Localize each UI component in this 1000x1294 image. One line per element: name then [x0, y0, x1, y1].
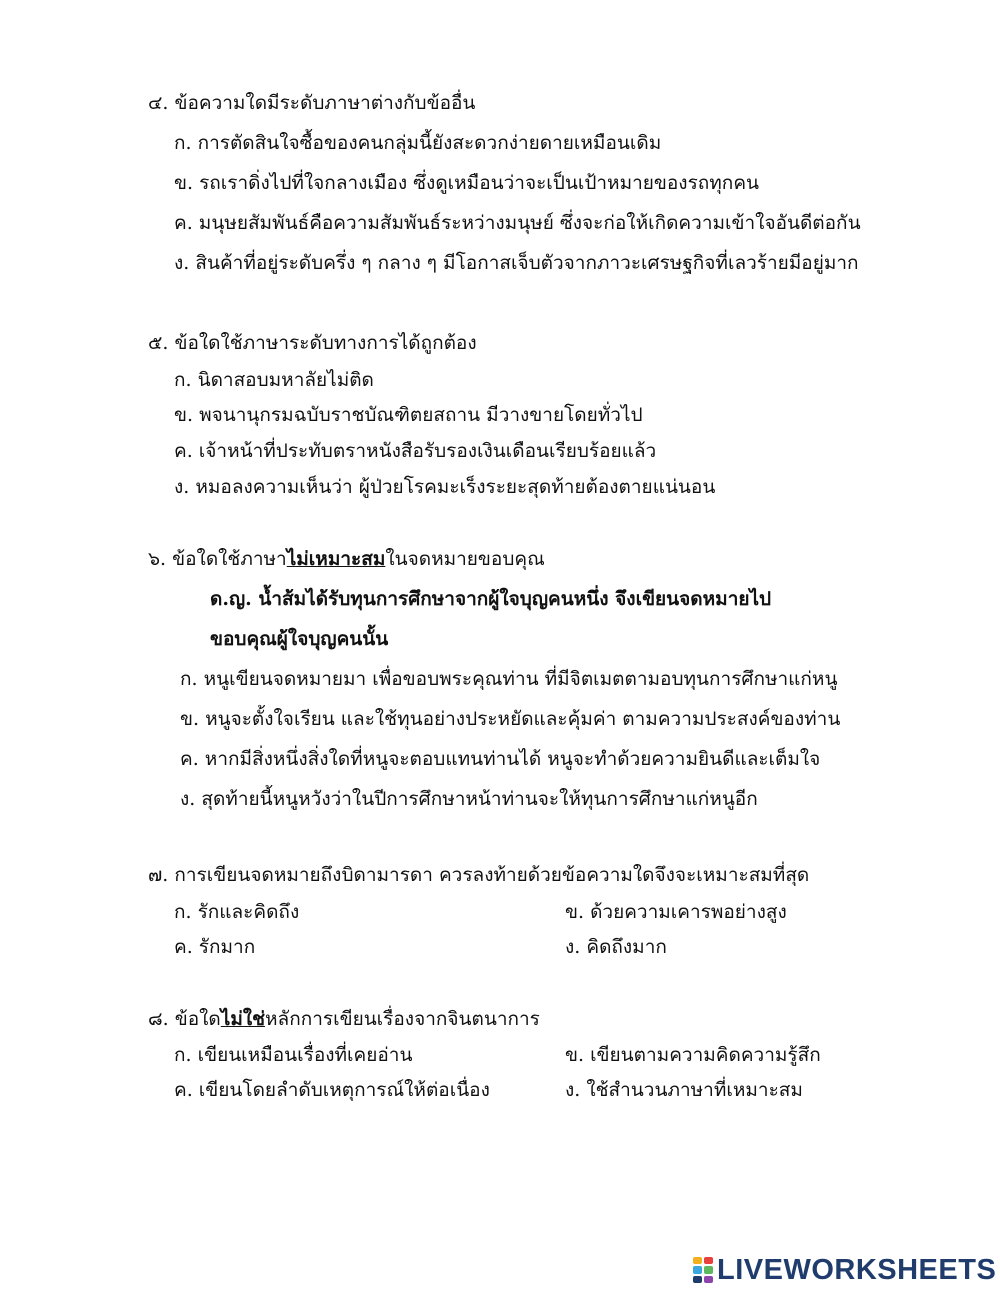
question-4-option-b: ข. รถเราดิ่งไปที่ใจกลางเมือง ซึ่งดูเหมือนว่าจะเป็นเป้าหมายของรถทุกคน	[174, 172, 760, 194]
question-4-option-a: ก. การตัดสินใจซื้อของคนกลุ่มนี้ยังสะดวกง่ายดายเหมือนเดิม	[174, 132, 662, 154]
question-5-option-d: ง. หมอลงความเห็นว่า ผู้ป่วยโรคมะเร็งระยะสุดท้ายต้องตายแน่นอน	[174, 476, 716, 498]
question-6-stem-emphasis: ไม่เหมาะสม	[286, 548, 386, 570]
question-6-option-d: ง. สุดท้ายนี้หนูหวังว่าในปีการศึกษาหน้าท่านจะให้ทุนการศึกษาแก่หนูอีก	[180, 788, 758, 810]
question-8-stem-suffix: หลักการเขียนเรื่องจากจินตนาการ	[265, 1008, 540, 1030]
question-5-option-b: ข. พจนานุกรมฉบับราชบัณฑิตยสถาน มีวางขายโดยทั่วไป	[174, 404, 643, 426]
question-8-option-b: ข. เขียนตามความคิดความรู้สึก	[565, 1044, 821, 1066]
question-6-stem	[148, 546, 545, 572]
question-7-stem: ๗. การเขียนจดหมายถึงบิดามารดา ควรลงท้ายด้วยข้อความใดจึงจะเหมาะสมที่สุด	[148, 864, 810, 886]
question-8-stem-prefix: ๘. ข้อใด	[148, 1008, 221, 1030]
liveworksheets-logo-icon	[693, 1257, 713, 1283]
question-4-option-c: ค. มนุษยสัมพันธ์คือความสัมพันธ์ระหว่างมนุษย์ ซึ่งจะก่อให้เกิดความเข้าใจอันดีต่อกัน	[174, 212, 861, 234]
question-6-stem-suffix: ในจดหมายขอบคุณ	[385, 548, 545, 570]
question-4-stem: ๔. ข้อความใดมีระดับภาษาต่างกับข้ออื่น	[148, 92, 476, 114]
question-6-passage-line-2: ขอบคุณผู้ใจบุญคนนั้น	[210, 628, 389, 650]
question-6-passage-line-1: ด.ญ. น้ำส้มได้รับทุนการศึกษาจากผู้ใจบุญคนหนึ่ง จึงเขียนจดหมายไป	[210, 588, 772, 610]
question-8-option-c: ค. เขียนโดยลำดับเหตุการณ์ให้ต่อเนื่อง	[174, 1079, 490, 1101]
liveworksheets-logo[interactable]	[693, 1255, 996, 1285]
question-7-option-b: ข. ด้วยความเคารพอย่างสูง	[565, 901, 787, 923]
question-6-stem-prefix: ๖. ข้อใดใช้ภาษา	[148, 548, 287, 570]
question-5-option-a: ก. นิดาสอบมหาลัยไม่ติด	[174, 369, 374, 391]
question-5-option-c: ค. เจ้าหน้าที่ประทับตราหนังสือรับรองเงินเดือนเรียบร้อยแล้ว	[174, 440, 657, 462]
question-7-option-a: ก. รักและคิดถึง	[174, 901, 300, 923]
question-6-option-c: ค. หากมีสิ่งหนึ่งสิ่งใดที่หนูจะตอบแทนท่านได้ หนูจะทำด้วยความยินดีและเต็มใจ	[180, 748, 821, 770]
liveworksheets-logo-text: LIVEWORKSHEETS	[717, 1253, 997, 1286]
question-7-option-c: ค. รักมาก	[174, 936, 256, 958]
question-7-option-d: ง. คิดถึงมาก	[565, 936, 667, 958]
question-5-stem: ๕. ข้อใดใช้ภาษาระดับทางการได้ถูกต้อง	[148, 332, 477, 354]
question-6-option-a: ก. หนูเขียนจดหมายมา เพื่อขอบพระคุณท่าน ที่มีจิตเมตตามอบทุนการศึกษาแก่หนู	[180, 668, 838, 690]
question-8-stem-emphasis: ไม่ใช่	[220, 1008, 266, 1030]
question-8-stem	[148, 1006, 540, 1032]
question-8-option-d: ง. ใช้สำนวนภาษาที่เหมาะสม	[565, 1079, 803, 1101]
question-8-option-a: ก. เขียนเหมือนเรื่องที่เคยอ่าน	[174, 1044, 413, 1066]
question-6-option-b: ข. หนูจะตั้งใจเรียน และใช้ทุนอย่างประหยัดและคุ้มค่า ตามความประสงค์ของท่าน	[180, 708, 841, 730]
question-4-option-d: ง. สินค้าที่อยู่ระดับครึ่ง ๆ กลาง ๆ มีโอกาสเจ็บตัวจากภาวะเศรษฐกิจที่เลวร้ายมีอยู่มาก	[174, 252, 859, 274]
